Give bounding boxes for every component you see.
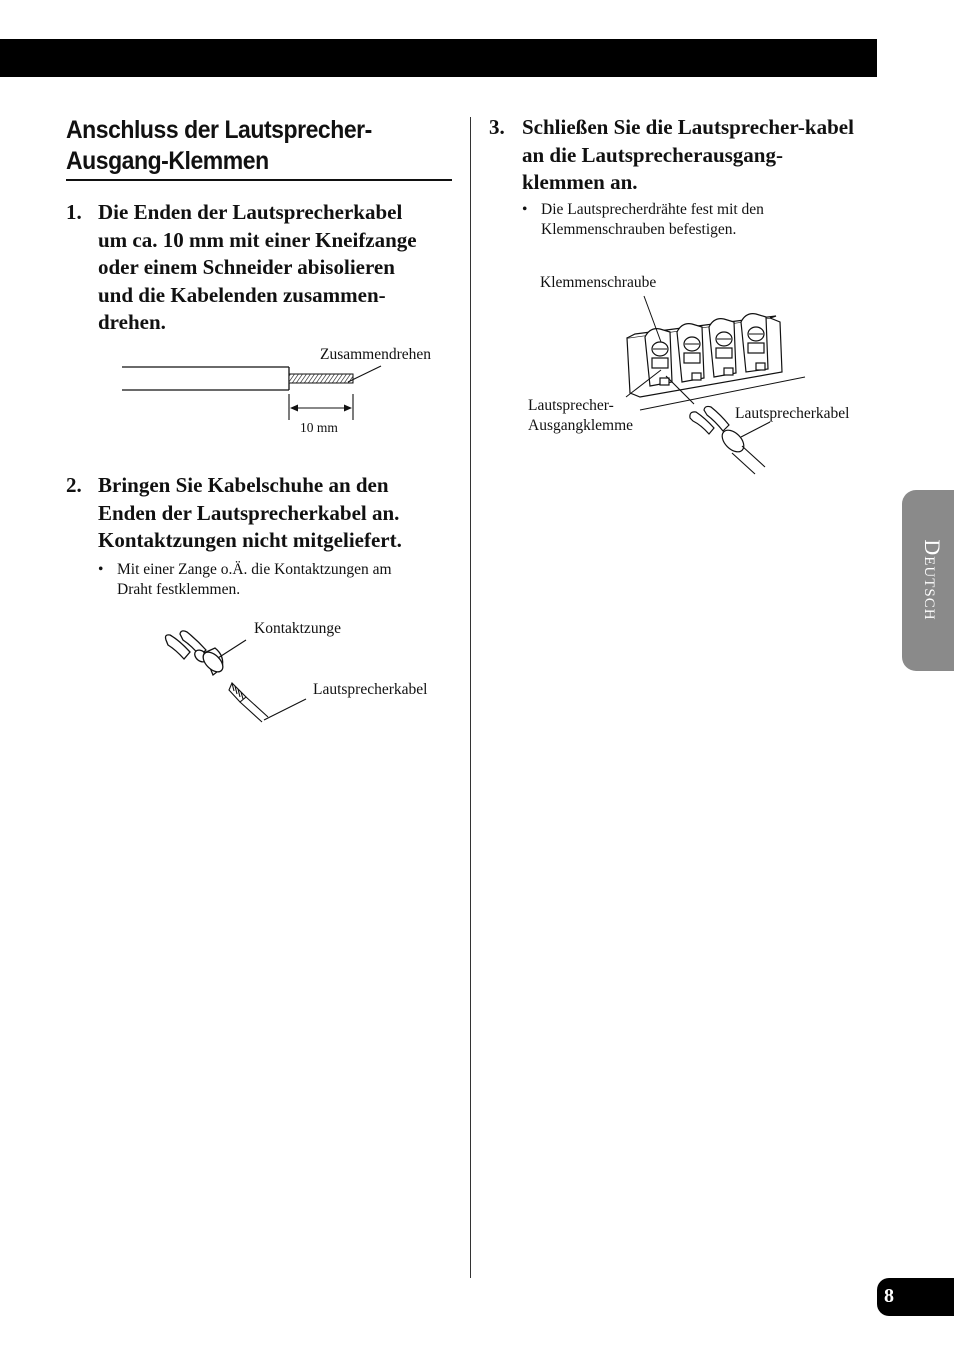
step-3-number: 3.: [489, 115, 505, 139]
step-3-line: an die Lautsprecherausgang-: [522, 142, 783, 167]
bullet-line: Klemmenschrauben befestigen.: [541, 221, 737, 238]
section-title-line-2: Ausgang-Klemmen: [66, 147, 269, 175]
language-tab-label: Deutsch: [920, 539, 945, 621]
step-2-line: Bringen Sie Kabelschuhe an den: [98, 473, 389, 497]
terminal-label: [528, 396, 633, 436]
step-1-line: und die Kabelenden zusammen-: [98, 282, 386, 307]
terminal-label-line: Ausgangklemme: [528, 417, 634, 434]
lug-label: Kontaktzunge: [254, 620, 341, 637]
step-1-line: oder einem Schneider abisolieren: [98, 255, 395, 279]
dimension-label: 10 mm: [300, 420, 338, 435]
step-1-line: Die Enden der Lautsprecherkabel: [98, 200, 403, 224]
twist-label: Zusammendrehen: [320, 346, 432, 363]
terminal-label-line: Lautsprecher-: [528, 397, 614, 414]
step-1-line: drehen.: [98, 310, 166, 334]
step-2-line: Kontaktzungen nicht mitgeliefert.: [98, 528, 402, 552]
step-3-line: klemmen an.: [522, 170, 638, 194]
step-1-line: um ca. 10 mm mit einer Kneifzange: [98, 227, 417, 252]
bullet-dot: •: [98, 561, 104, 578]
screw-label: Klemmenschraube: [540, 274, 657, 291]
bullet-line: Mit einer Zange o.Ä. die Kontaktzungen am: [117, 561, 392, 578]
lug-cable-label: Lautsprecherkabel: [313, 681, 428, 698]
step-3-line: Schließen Sie die Lautsprecher-kabel: [522, 115, 854, 139]
bullet-line: Draht festklemmen.: [117, 581, 241, 598]
step-1-number: 1.: [66, 200, 82, 224]
step-2-number: 2.: [66, 473, 82, 497]
step-2-line: Enden der Lautsprecherkabel an.: [98, 500, 400, 525]
section-title-line-1: Anschluss der Lautsprecher-: [66, 116, 372, 144]
bullet-line: Die Lautsprecherdrähte fest mit den: [541, 201, 764, 218]
bullet-dot: •: [522, 201, 528, 218]
page-number: 8: [884, 1285, 894, 1307]
terminal-cable-label: Lautsprecherkabel: [735, 405, 850, 422]
